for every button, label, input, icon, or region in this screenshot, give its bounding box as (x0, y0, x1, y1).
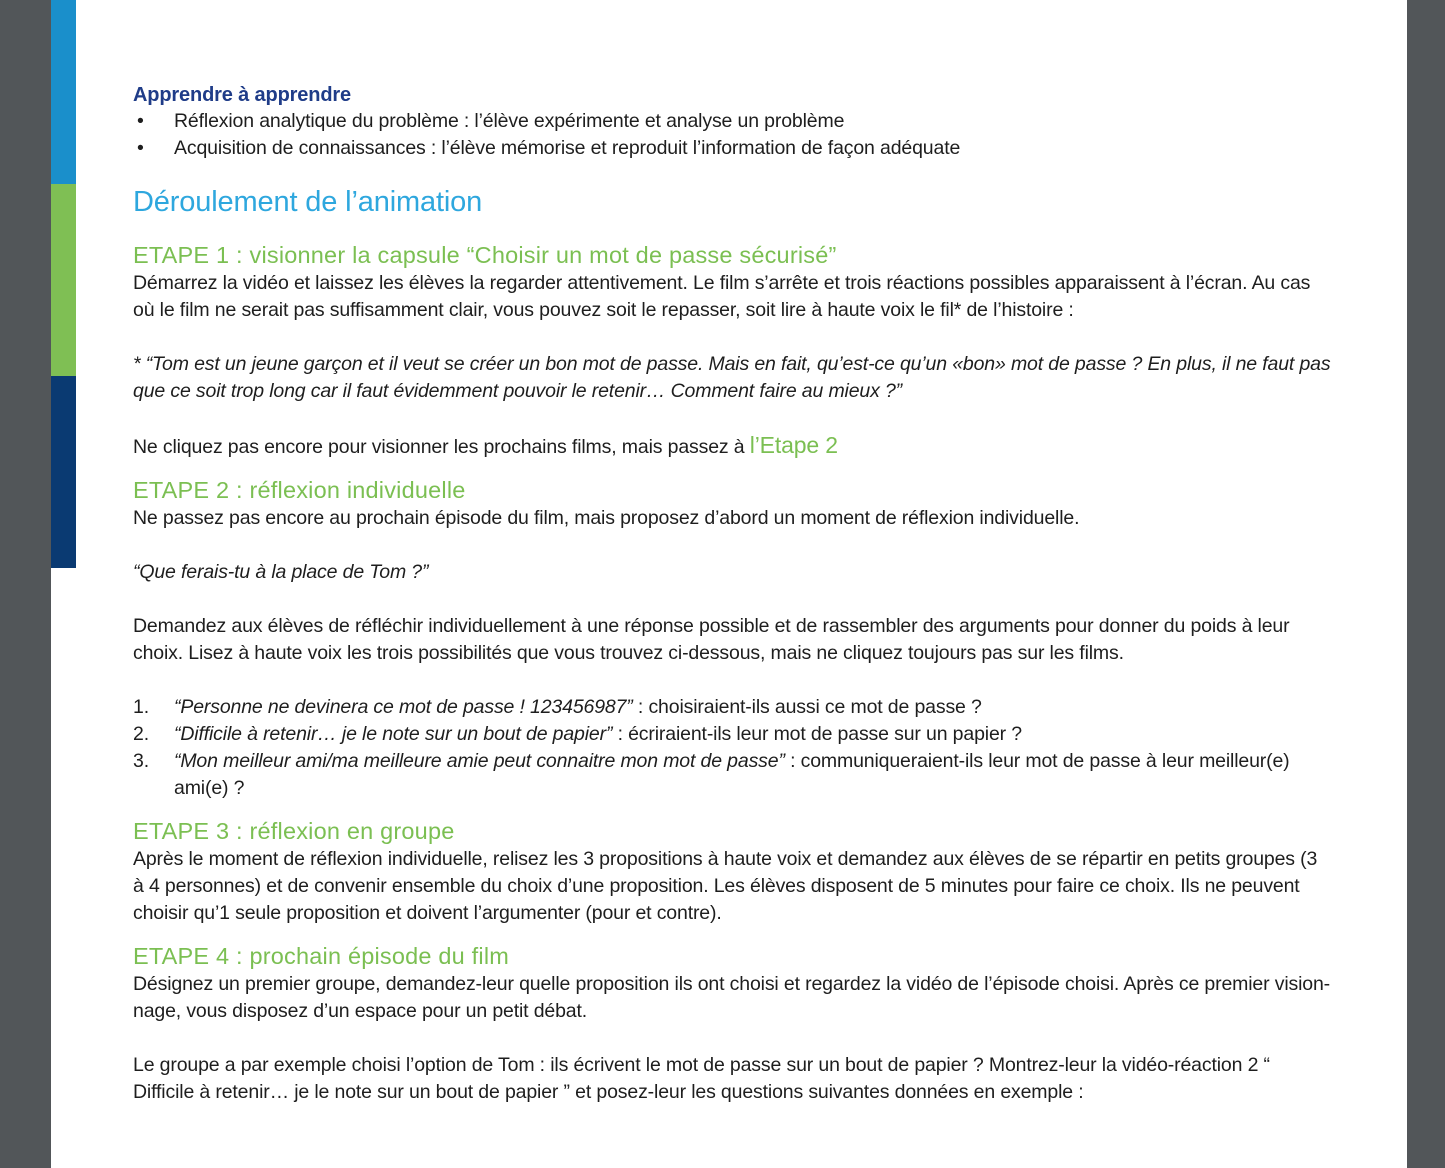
decor-stripe-green (51, 184, 76, 376)
section-title: Déroulement de l’animation (133, 186, 483, 218)
decor-stripe-navy (51, 376, 76, 568)
step2-link[interactable]: l’Etape 2 (749, 432, 838, 458)
learn-heading: Apprendre à apprendre (133, 84, 352, 106)
list-item: • Réflexion analytique du problème : l’élève expérimente et analyse un problème (133, 108, 1333, 135)
step2-question: “Que ferais-tu à la place de Tom ?” (133, 561, 429, 583)
list-item: • Acquisition de connaissances : l’élève mémorise et reproduit l’information de façon adéquate (133, 135, 1333, 162)
learn-bullet-list (133, 108, 1333, 162)
step4-paragraph-2: Le groupe a par exemple choisi l’option de Tom : ils écrivent le mot de passe sur un bout de papier ? Montrez-leur la vidéo-réaction 2 “ Difficile à retenir… je le note sur un bout de papier ” et posez-leur les questions suivantes données en exemple : (133, 1054, 1270, 1103)
step1-paragraph: Démarrez la vidéo et laissez les élèves la regarder attentivement. Le film s’arrête et trois réactions possibles apparaissent à l’écran. Au cas où le film ne serait pas suffisamment clair, vous pouvez soit le repasser, soit lire à haute voix le fil* de l’histoire : (133, 272, 1311, 321)
document-page (51, 0, 1407, 1168)
step1-quote: * “Tom est un jeune garçon et il veut se créer un bon mot de passe. Mais en fait, qu’est-ce qu’un «bon» mot de passe ? En plus, il ne faut pas que ce soit trop long car il faut évidemment pouvoir le retenir… Comment faire au mieux ?” (133, 353, 1331, 402)
bullet-icon: • (137, 137, 144, 159)
document-content (133, 82, 1333, 1106)
list-item: 3. “Mon meilleur ami/ma meilleure amie peut connaitre mon mot de passe” : communiqueraient-ils leur mot de passe à leur meilleur(e) ami(e) ? (133, 750, 1290, 799)
step3-paragraph: Après le moment de réflexion individuelle, relisez les 3 propositions à haute voix et demandez aux élèves de se répartir en petits groupes (3 à 4 personnes) et de convenir ensemble du choix d’une proposition. Les élèves disposent de 5 minutes pour faire ce choix. Ils ne peuvent choisir qu’1 seule proposition et doivent l’argumenter (pour et contre). (133, 848, 1318, 924)
step4-title: ETAPE 4 : prochain épisode du film (133, 943, 510, 969)
bullet-icon: • (137, 110, 144, 132)
options-list (133, 694, 1333, 802)
step4-paragraph: Désignez un premier groupe, demandez-leur quelle proposition ils ont choisi et regardez la vidéo de l’épisode choisi. Après ce premier vision-nage, vous disposez d’un espace pour un petit débat. (133, 973, 1331, 1022)
step2-paragraph-2: Demandez aux élèves de réfléchir individuellement à une réponse possible et de rassembler des arguments pour donner du poids à leur choix. Lisez à haute voix les trois possibilités que vous trouvez ci-dessous, mais ne cliquez toujours pas sur les films. (133, 615, 1290, 664)
step3-title: ETAPE 3 : réflexion en groupe (133, 818, 455, 844)
step2-paragraph: Ne passez pas encore au prochain épisode du film, mais proposez d’abord un moment de réflexion individuelle. (133, 507, 1080, 529)
step1-title: ETAPE 1 : visionner la capsule “Choisir un mot de passe sécurisé” (133, 242, 837, 268)
step2-title: ETAPE 2 : réflexion individuelle (133, 477, 466, 503)
list-item: 1. “Personne ne devinera ce mot de passe ! 123456987” : choisiraient-ils aussi ce mot de passe ? (133, 696, 982, 718)
list-item: 2. “Difficile à retenir… je le note sur un bout de papier” : écriraient-ils leur mot de passe sur un papier ? (133, 723, 1022, 745)
step1-next: Ne cliquez pas encore pour visionner les prochains films, mais passez à l’Etape 2 (133, 432, 838, 458)
decor-stripe-blue (51, 0, 76, 184)
